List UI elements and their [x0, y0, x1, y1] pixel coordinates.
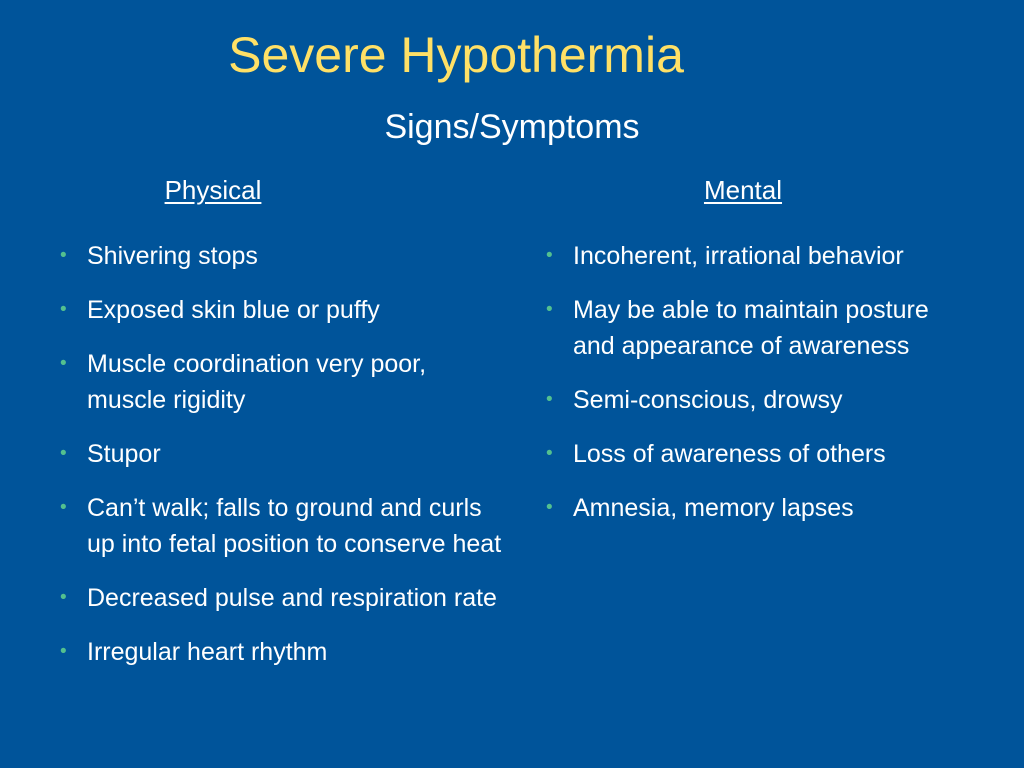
list-item: [542, 436, 972, 472]
bullet-icon: •: [60, 443, 67, 464]
list-item: [542, 490, 972, 526]
bullet-icon: •: [546, 443, 553, 464]
physical-column-heading: Physical: [164, 175, 262, 205]
list-item-text: Incoherent, irrational behavior: [573, 242, 904, 270]
list-item-text: Loss of awareness of others: [573, 440, 886, 468]
bullet-icon: •: [60, 245, 67, 266]
list-item-text: Exposed skin blue or puffy: [87, 296, 380, 324]
bullet-icon: •: [546, 497, 553, 518]
mental-bullet-list: [542, 238, 972, 544]
slide-title: Severe Hypothermia: [228, 27, 684, 83]
list-item: [542, 292, 972, 364]
list-item: [542, 238, 972, 274]
bullet-icon: •: [60, 299, 67, 320]
bullet-icon: •: [60, 497, 67, 518]
bullet-icon: •: [546, 389, 553, 410]
list-item-text: Irregular heart rhythm: [87, 638, 328, 666]
slide-subtitle: Signs/Symptoms: [384, 108, 640, 146]
bullet-icon: •: [546, 245, 553, 266]
list-item-text: May be able to maintain posture and appearance of awareness: [573, 296, 929, 360]
list-item: [56, 580, 506, 616]
list-item: [542, 382, 972, 418]
bullet-icon: •: [60, 353, 67, 374]
bullet-icon: •: [60, 641, 67, 662]
list-item-text: Decreased pulse and respiration rate: [87, 584, 497, 612]
bullet-icon: •: [60, 587, 67, 608]
list-item-text: Semi-conscious, drowsy: [573, 386, 843, 414]
physical-bullet-list: [56, 238, 506, 688]
list-item: [56, 436, 506, 472]
list-item: [56, 292, 506, 328]
list-item: [56, 346, 506, 418]
list-item: [56, 634, 506, 670]
list-item-text: Muscle coordination very poor, muscle rigidity: [87, 350, 427, 414]
list-item-text: Shivering stops: [87, 242, 258, 270]
list-item: [56, 490, 506, 562]
list-item-text: Amnesia, memory lapses: [573, 494, 854, 522]
list-item: [56, 238, 506, 274]
list-item-text: Can’t walk; falls to ground and curls up into fetal position to conserve heat: [87, 494, 502, 558]
list-item-text: Stupor: [87, 440, 161, 468]
mental-column-heading: Mental: [703, 175, 783, 205]
bullet-icon: •: [546, 299, 553, 320]
